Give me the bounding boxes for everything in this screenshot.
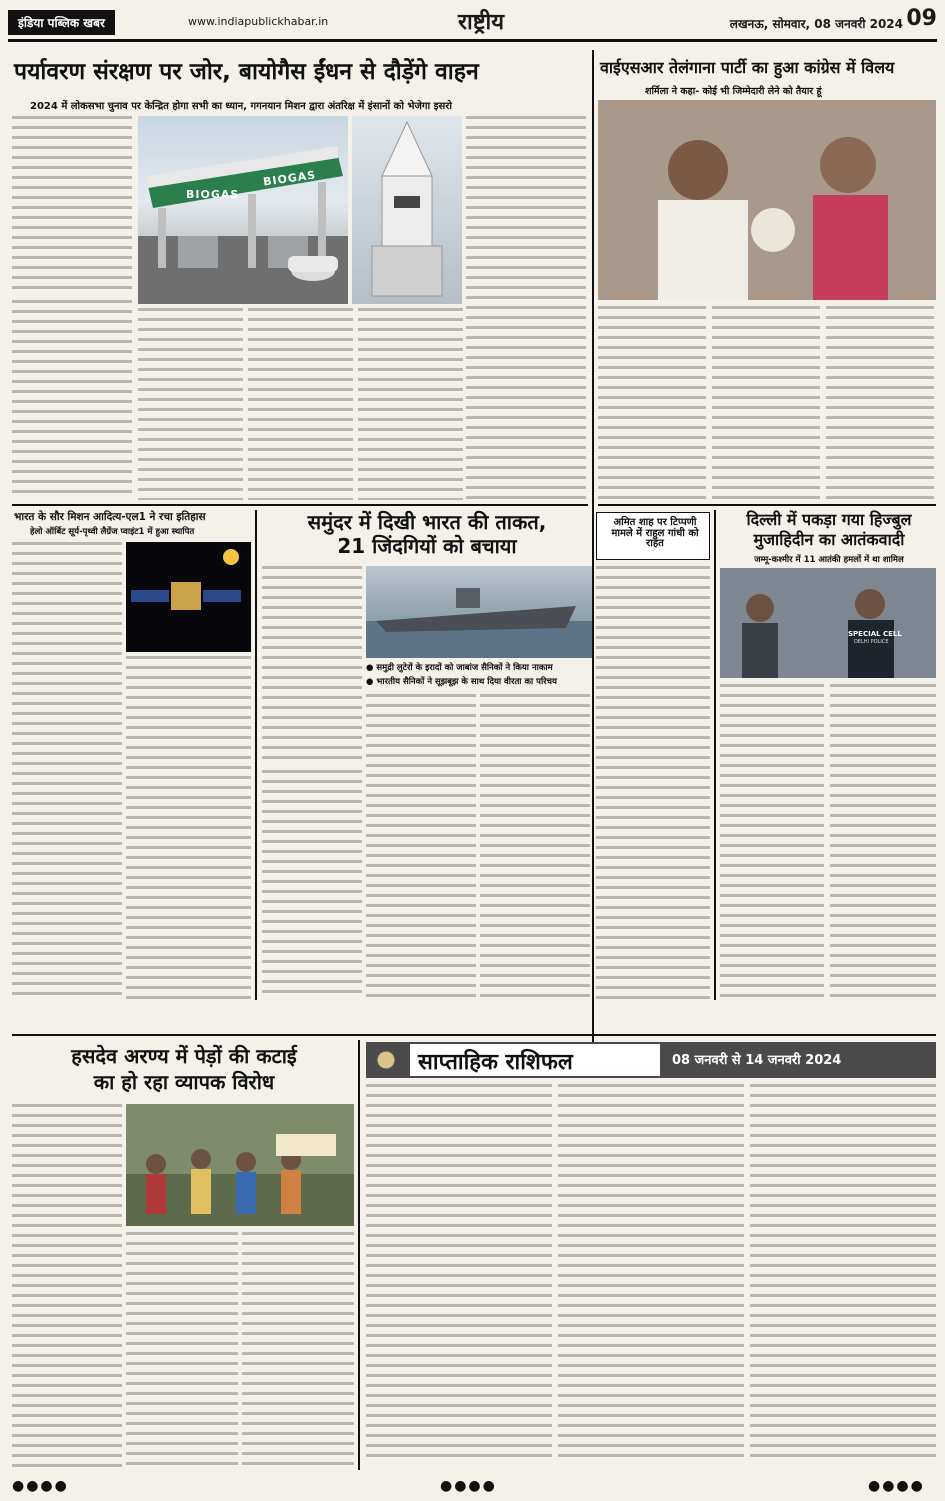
footer-ornament-right: ●●●● — [868, 1478, 925, 1494]
page-number: 09 — [906, 6, 937, 31]
footer-ornament-center: ●●●● — [440, 1478, 497, 1494]
special-cell-badge: SPECIAL CELL — [848, 630, 902, 638]
gaganyaan-capsule-photo — [352, 116, 462, 304]
navy-body-col3 — [480, 694, 590, 1000]
delhi-headline-line1: दिल्ली में पकड़ा गया हिज्बुल — [746, 510, 912, 529]
aditya-satellite-photo — [126, 542, 251, 652]
sharmila-kharge-photo — [598, 100, 936, 300]
environment-body-col3b — [358, 308, 463, 500]
congress-body-col2 — [712, 306, 820, 502]
navy-bullet-1: ● समुद्री लुटेरों के इरादों को जाबांज सैनिकों ने किया नाकाम — [366, 663, 553, 673]
navy-headline-line1: समुंदर में दिखी भारत की ताकत, — [307, 510, 547, 534]
environment-headline: पर्यावरण संरक्षण पर जोर, बायोगैस ईंधन से दौड़ेंगे वाहन — [14, 59, 479, 85]
congress-headline: वाईएसआर तेलंगाना पार्टी का हुआ कांग्रेस में विलय — [600, 58, 895, 77]
aditya-headline: भारत के सौर मिशन आदित्य-एल1 ने रचा इतिहास — [14, 511, 206, 523]
footer-ornament-left: ●●●● — [12, 1478, 69, 1494]
navy-body-col1 — [262, 566, 362, 766]
hasdeo-body-col3 — [242, 1232, 354, 1470]
vertical-divider — [255, 510, 257, 1000]
environment-body-col3 — [248, 308, 353, 500]
environment-body-col1 — [12, 116, 132, 296]
navy-body-col1b — [262, 770, 362, 1000]
environment-body-col4 — [466, 116, 586, 501]
aditya-body-col2 — [126, 656, 251, 1000]
vertical-divider — [358, 1040, 360, 1470]
divider — [12, 1034, 936, 1036]
publication-name: इंडिया पब्लिक खबर — [8, 10, 115, 35]
rashifal-banner — [366, 1042, 936, 1078]
photo-sign-biogas-2: BIOGAS — [262, 168, 317, 189]
delhi-body-col1 — [720, 684, 824, 1000]
delhi-headline-line2: मुजाहिदीन का आतंकवादी — [753, 530, 905, 549]
hasdeo-body-col2 — [126, 1232, 238, 1470]
environment-subhead: 2024 में लोकसभा चुनाव पर केन्द्रित होगा सभी का ध्यान, गगनयान मिशन द्वारा अंतरिक्ष में इंसानों को भेजेगा इसरो — [30, 101, 452, 112]
congress-body-col3 — [826, 306, 934, 502]
hasdeo-headline-line2: का हो रहा व्यापक विरोध — [93, 1070, 275, 1094]
biogas-station-photo — [138, 116, 348, 304]
delhi-subhead: जम्मू-कश्मीर में 11 आतंकी हमलों में था शामिल — [754, 555, 904, 565]
section-title: राष्ट्रीय — [458, 10, 505, 35]
divider — [12, 504, 588, 506]
navy-body-col2 — [366, 694, 476, 1000]
environment-body-col2 — [138, 308, 243, 500]
dateline: लखनऊ, सोमवार, 08 जनवरी 2024 — [729, 17, 903, 31]
rashifal-col1 — [366, 1084, 552, 1464]
delhi-body-col2 — [830, 684, 936, 1000]
environment-body-col1b — [12, 300, 132, 500]
rashifal-dates: 08 जनवरी से 14 जनवरी 2024 — [672, 1053, 842, 1068]
delhi-police-badge: DELHI POLICE — [854, 639, 889, 645]
hasdeo-body-col1 — [12, 1104, 122, 1470]
navy-bullet-1-text: समुद्री लुटेरों के इरादों को जाबांज सैनिकों ने किया नाकाम — [376, 663, 553, 673]
navy-bullet-2-text: भारतीय सैनिकों ने सूझबूझ के साथ दिया वीरता का परिचय — [376, 677, 557, 687]
congress-subhead: शर्मिला ने कहा- कोई भी जिम्मेदारी लेने को तैयार हूं — [645, 86, 822, 97]
rahul-headline: अमित शाह पर टिप्पणी मामले में राहुल गांधी को राहत — [611, 517, 699, 549]
navy-bullet-2: ● भारतीय सैनिकों ने सूझबूझ के साथ दिया वीरता का परिचय — [366, 677, 557, 687]
hasdeo-protest-photo — [126, 1104, 354, 1226]
hasdeo-headline-line1: हसदेव अरण्य में पेड़ों की कटाई — [71, 1044, 297, 1068]
rashifal-col2 — [558, 1084, 744, 1464]
special-cell-photo — [720, 568, 936, 678]
zodiac-wheel-icon — [366, 1042, 406, 1078]
rashifal-title: साप्ताहिक राशिफल — [418, 1050, 573, 1075]
divider — [598, 504, 936, 506]
rahul-headline-box — [596, 512, 710, 560]
rahul-body — [596, 566, 710, 1000]
navy-headline-line2: 21 जिंदगियों को बचाया — [337, 534, 517, 558]
masthead — [8, 6, 937, 42]
navy-ship-photo — [366, 566, 592, 658]
rashifal-col3 — [750, 1084, 936, 1464]
vertical-divider — [592, 50, 594, 1050]
congress-body-col1 — [598, 306, 706, 502]
website-url[interactable]: www.indiapublickhabar.in — [188, 15, 329, 28]
aditya-subhead: हेलो ऑर्बिट सूर्य-पृथ्वी लैग्रेंज प्वाइंट1 में हुआ स्थापित — [30, 527, 195, 537]
photo-sign-biogas-1: BIOGAS — [186, 188, 240, 201]
rashifal-title-box — [410, 1044, 660, 1076]
aditya-body-col1 — [12, 542, 122, 1000]
vertical-divider — [714, 510, 716, 1000]
